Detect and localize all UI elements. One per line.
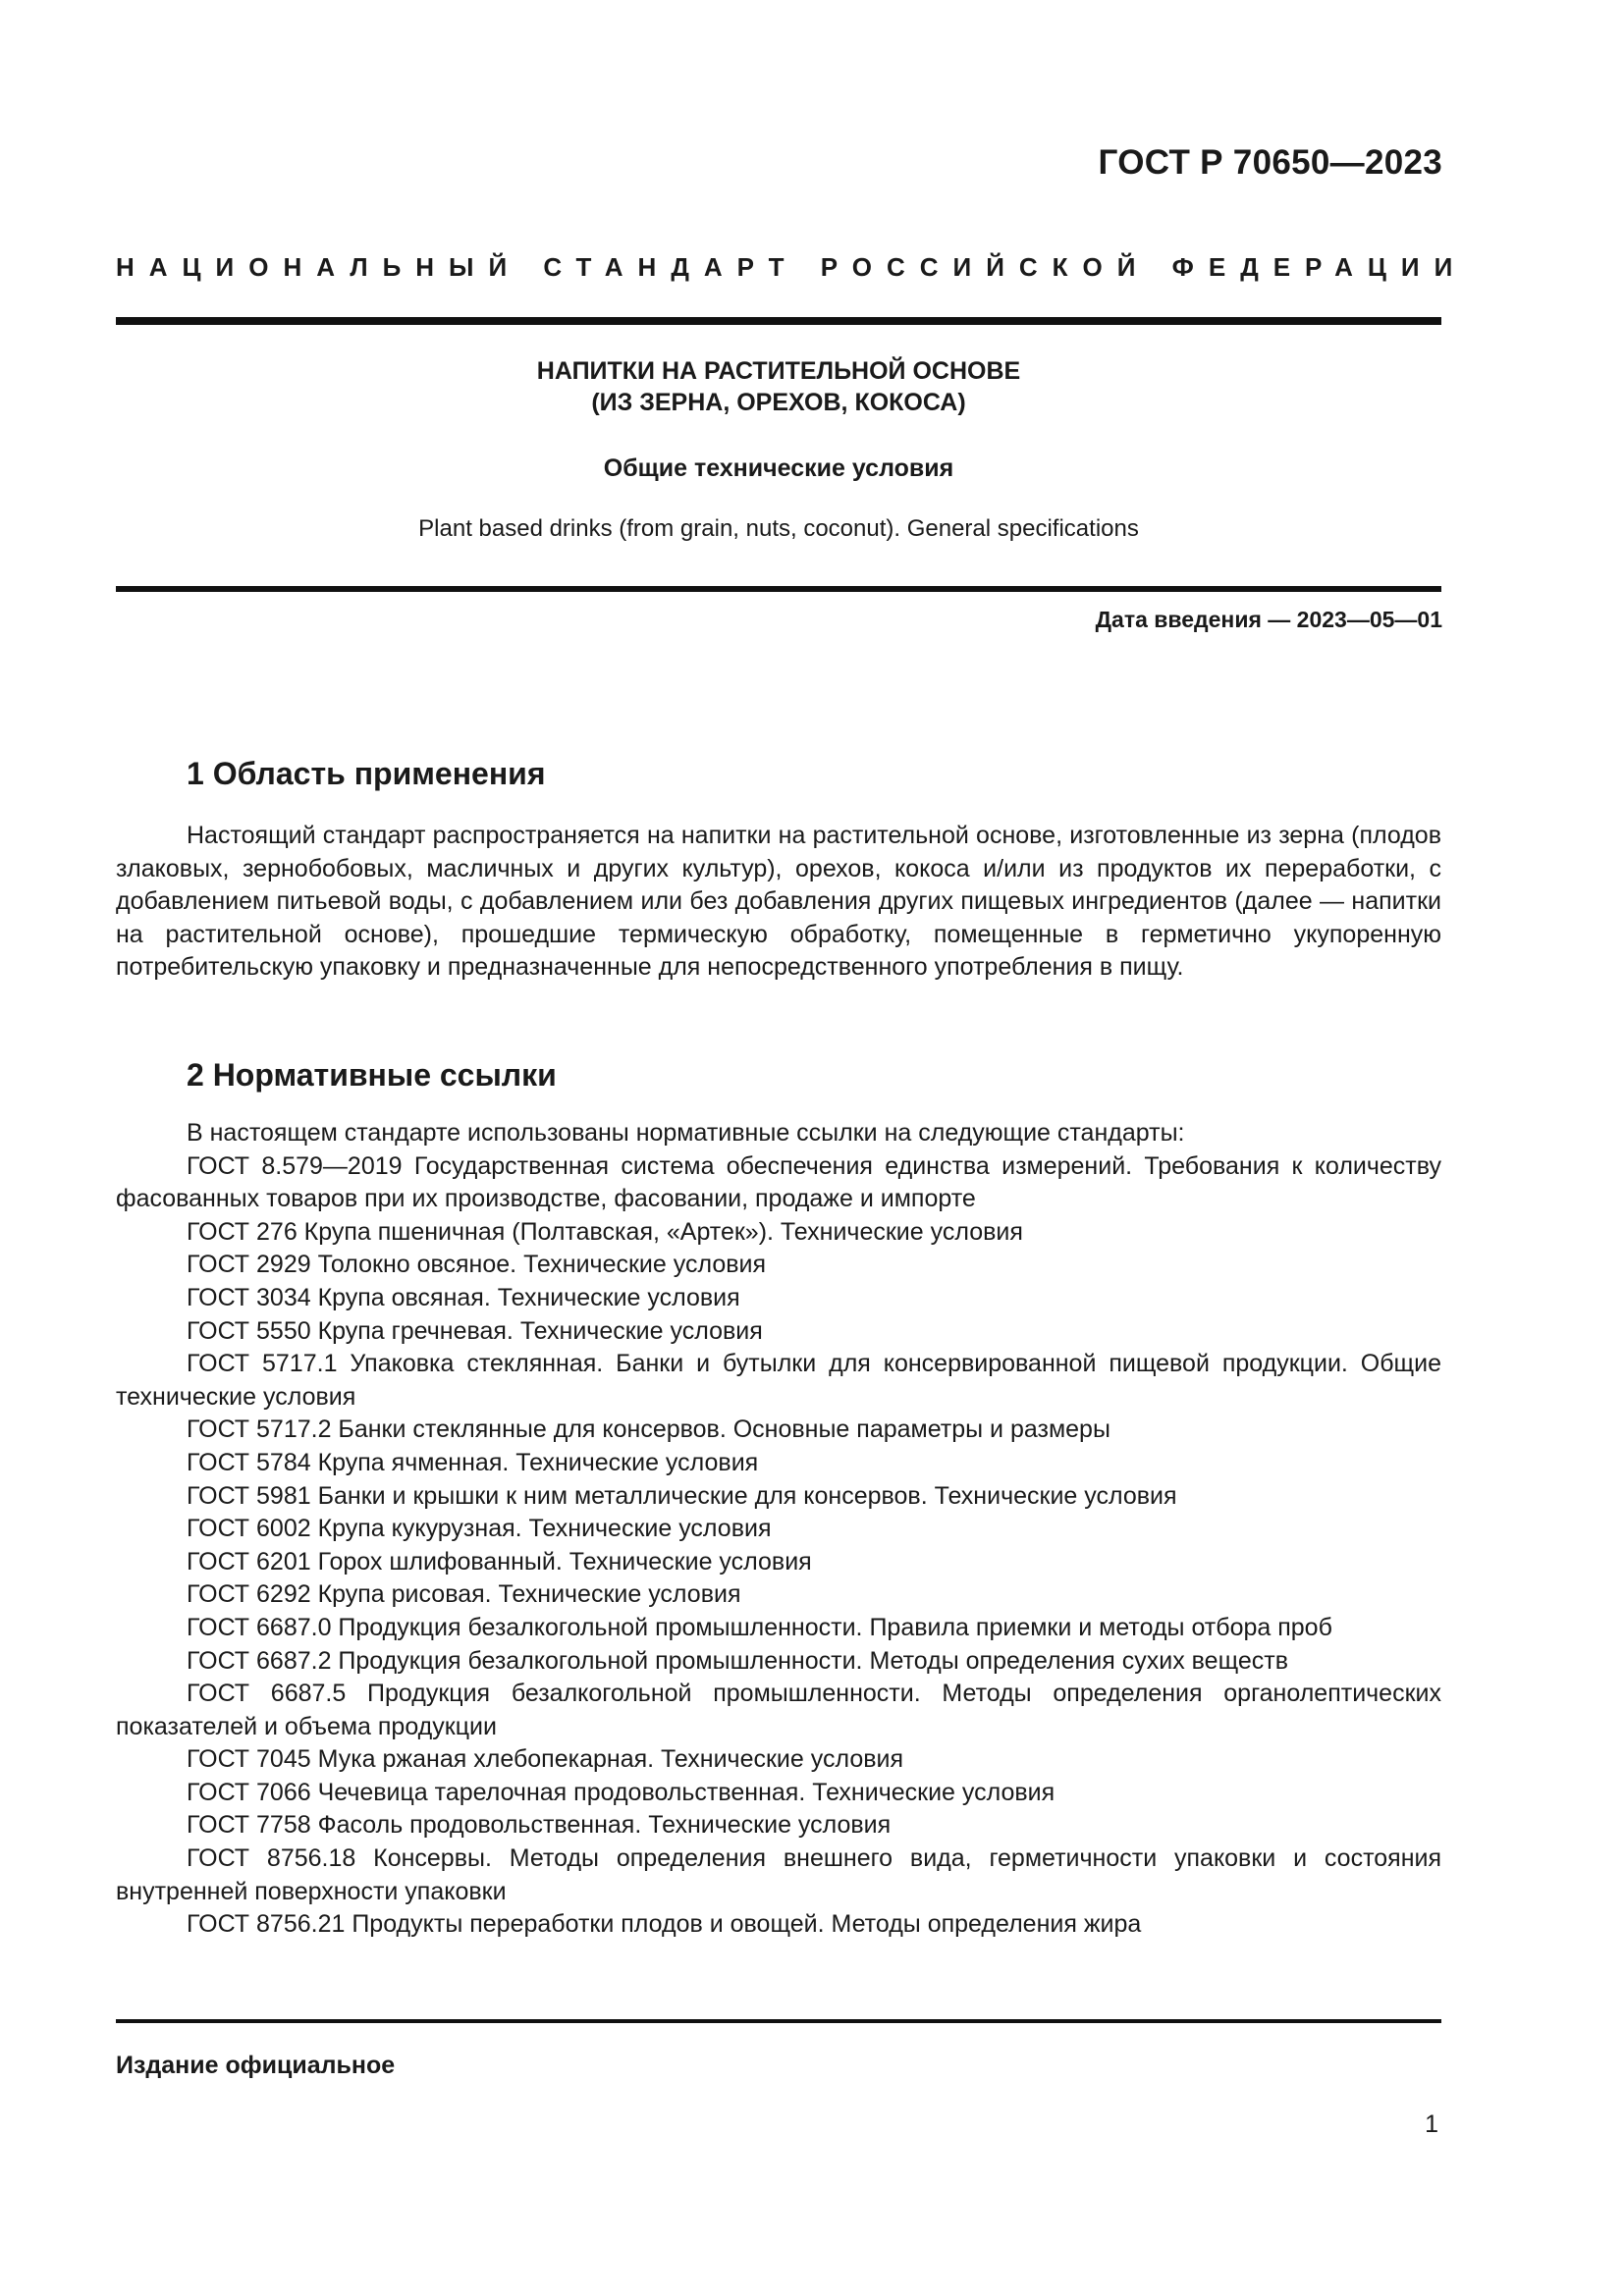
reference-item: ГОСТ 5981 Банки и крышки к ним металлические для консервов. Технические условия xyxy=(187,1481,1177,1510)
date-of-introduction: Дата введения — 2023—05—01 xyxy=(1095,607,1442,632)
normative-references xyxy=(116,1117,1441,1942)
reference-item: ГОСТ 7045 Мука ржаная хлебопекарная. Технические условия xyxy=(187,1745,904,1774)
reference-item: ГОСТ 6687.5 Продукция безалкогольной промышленности. Методы определения органолептических показателей и объема продукции xyxy=(116,1680,1441,1740)
reference-item: ГОСТ 8.579—2019 Государственная система обеспечения единства измерений. Требования к количеству фасованных товаров при их производстве, фасовании, продаже и импорте xyxy=(116,1151,1441,1213)
national-standard-banner: НАЦИОНАЛЬНЫЙ СТАНДАРТ РОССИЙСКОЙ ФЕДЕРАЦИИ xyxy=(116,252,1468,282)
scope-paragraph: Настоящий стандарт распространяется на напитки на растительной основе, изготовленные из зерна (плодов злаковых, зернобобовых, масличных и других культур), орехов, кокоса и/или из продуктов их переработки, с добавлением питьевой воды, с добавлением или без добавления других пищевых ингредиентов (далее — напитки на растительной основе), прошедшие термическую обработку, помещенные в герметично укупоренную потребительскую упаковку и предназначенные для непосредственного употребления в пищу. xyxy=(116,822,1441,982)
document-title xyxy=(116,355,1441,418)
title-line-2: (ИЗ ЗЕРНА, ОРЕХОВ, КОКОСА) xyxy=(591,389,966,416)
reference-item: ГОСТ 6687.2 Продукция безалкогольной промышленности. Методы определения сухих веществ xyxy=(187,1646,1288,1675)
reference-item: ГОСТ 5550 Крупа гречневая. Технические условия xyxy=(187,1316,763,1345)
footer-rule xyxy=(116,2019,1441,2023)
page-number: 1 xyxy=(1425,2110,1438,2138)
section-1-body xyxy=(116,820,1441,985)
reference-item: ГОСТ 8756.21 Продукты переработки плодов и овощей. Методы определения жира xyxy=(187,1910,1142,1939)
title-rule xyxy=(116,586,1441,592)
top-rule xyxy=(116,317,1441,325)
english-title: Plant based drinks (from grain, nuts, coconut). General specifications xyxy=(418,515,1139,542)
reference-item: ГОСТ 3034 Крупа овсяная. Технические условия xyxy=(187,1283,740,1311)
reference-item: ГОСТ 276 Крупа пшеничная (Полтавская, «Артек»). Технические условия xyxy=(187,1217,1023,1246)
document-subtitle: Общие технические условия xyxy=(603,454,954,482)
title-line-1: НАПИТКИ НА РАСТИТЕЛЬНОЙ ОСНОВЕ xyxy=(536,357,1021,385)
official-edition-label: Издание официальное xyxy=(116,2052,396,2079)
reference-item: ГОСТ 5717.1 Упаковка стеклянная. Банки и бутылки для консервированной пищевой продукции. Общие технические условия xyxy=(116,1350,1441,1411)
reference-item: ГОСТ 6201 Горох шлифованный. Технические условия xyxy=(187,1547,812,1575)
reference-item: ГОСТ 8756.18 Консервы. Методы определения внешнего вида, герметичности упаковки и состояния внутренней поверхности упаковки xyxy=(116,1844,1441,1905)
reference-item: ГОСТ 7066 Чечевица тарелочная продовольственная. Технические условия xyxy=(187,1778,1056,1806)
section-1-heading: 1 Область применения xyxy=(187,756,546,791)
section-2-heading: 2 Нормативные ссылки xyxy=(187,1057,557,1093)
references-intro: В настоящем стандарте использованы нормативные ссылки на следующие стандарты: xyxy=(187,1119,1185,1147)
gost-code: ГОСТ Р 70650—2023 xyxy=(1098,143,1442,182)
reference-item: ГОСТ 5717.2 Банки стеклянные для консервов. Основные параметры и размеры xyxy=(187,1415,1110,1444)
reference-item: ГОСТ 6687.0 Продукция безалкогольной промышленности. Правила приемки и методы отбора проб xyxy=(187,1613,1332,1641)
reference-item: ГОСТ 6002 Крупа кукурузная. Технические условия xyxy=(187,1515,772,1543)
reference-item: ГОСТ 5784 Крупа ячменная. Технические условия xyxy=(187,1448,759,1476)
reference-item: ГОСТ 7758 Фасоль продовольственная. Технические условия xyxy=(187,1811,892,1840)
reference-item: ГОСТ 2929 Толокно овсяное. Технические условия xyxy=(187,1251,767,1279)
reference-item: ГОСТ 6292 Крупа рисовая. Технические условия xyxy=(187,1580,741,1609)
